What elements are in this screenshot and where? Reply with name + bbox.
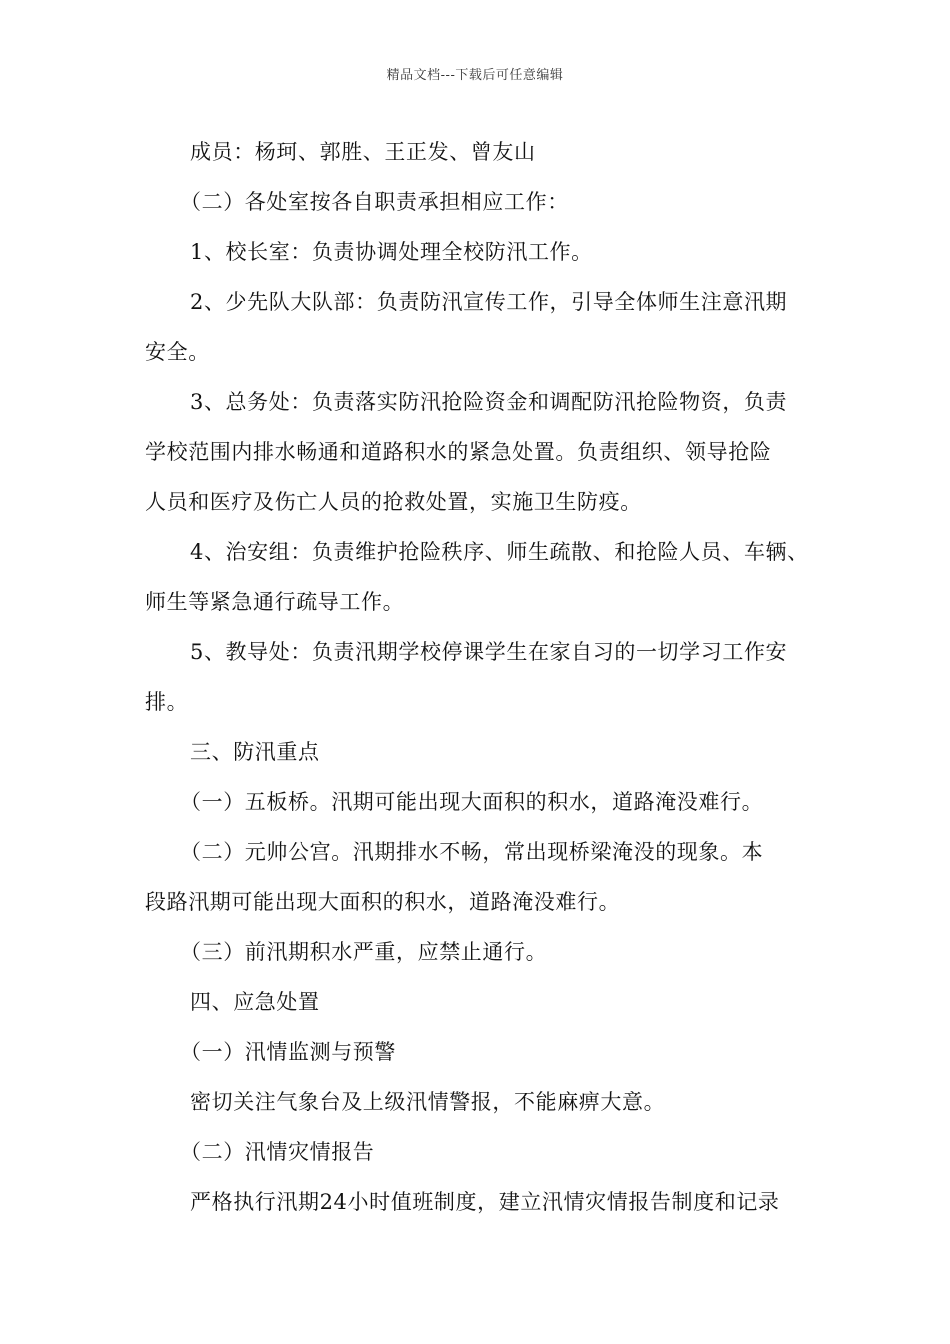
paragraph-security-group-cont: 师生等紧急通行疏导工作。 xyxy=(145,590,405,614)
paragraph-general-affairs-cont-2: 人员和医疗及伤亡人员的抢救处置，实施卫生防疫。 xyxy=(145,490,642,514)
section-heading-emergency: 四、应急处置 xyxy=(190,990,320,1014)
paragraph-key-point-1: （一）五板桥。汛期可能出现大面积的积水，道路淹没难行。 xyxy=(180,790,764,814)
subheading-reporting: （二）汛情灾情报告 xyxy=(180,1140,375,1164)
paragraph-young-pioneers-cont: 安全。 xyxy=(145,340,210,364)
paragraph-key-point-2: （二）元帅公宫。汛期排水不畅，常出现桥梁淹没的现象。本 xyxy=(180,840,764,864)
section-heading-departments: （二）各处室按各自职责承担相应工作： xyxy=(180,190,569,214)
paragraph-general-affairs-cont-1: 学校范围内排水畅通和道路积水的紧急处置。负责组织、领导抢险 xyxy=(145,440,772,464)
paragraph-monitoring: 密切关注气象台及上级汛情警报，不能麻痹大意。 xyxy=(190,1090,666,1114)
paragraph-key-point-2-cont: 段路汛期可能出现大面积的积水，道路淹没难行。 xyxy=(145,890,621,914)
paragraph-key-point-3: （三）前汛期积水严重，应禁止通行。 xyxy=(180,940,548,964)
paragraph-reporting: 严格执行汛期24小时值班制度，建立汛情灾情报告制度和记录 xyxy=(190,1190,780,1214)
paragraph-principal-office: 1、校长室：负责协调处理全校防汛工作。 xyxy=(190,240,593,264)
subheading-monitoring: （一）汛情监测与预警 xyxy=(180,1040,396,1064)
paragraph-young-pioneers: 2、少先队大队部：负责防汛宣传工作，引导全体师生注意汛期 xyxy=(190,290,788,314)
paragraph-academic-office: 5、教导处：负责汛期学校停课学生在家自习的一切学习工作安 xyxy=(190,640,788,664)
page-header: 精品文档---下载后可任意编辑 xyxy=(386,68,564,83)
paragraph-academic-office-cont: 排。 xyxy=(145,690,189,714)
paragraph-members: 成员：杨珂、郭胜、王正发、曾友山 xyxy=(190,140,536,164)
section-heading-key-points: 三、防汛重点 xyxy=(190,740,320,764)
paragraph-general-affairs: 3、总务处：负责落实防汛抢险资金和调配防汛抢险物资，负责 xyxy=(190,390,788,414)
paragraph-security-group: 4、治安组：负责维护抢险秩序、师生疏散、和抢险人员、车辆、 xyxy=(190,540,809,564)
